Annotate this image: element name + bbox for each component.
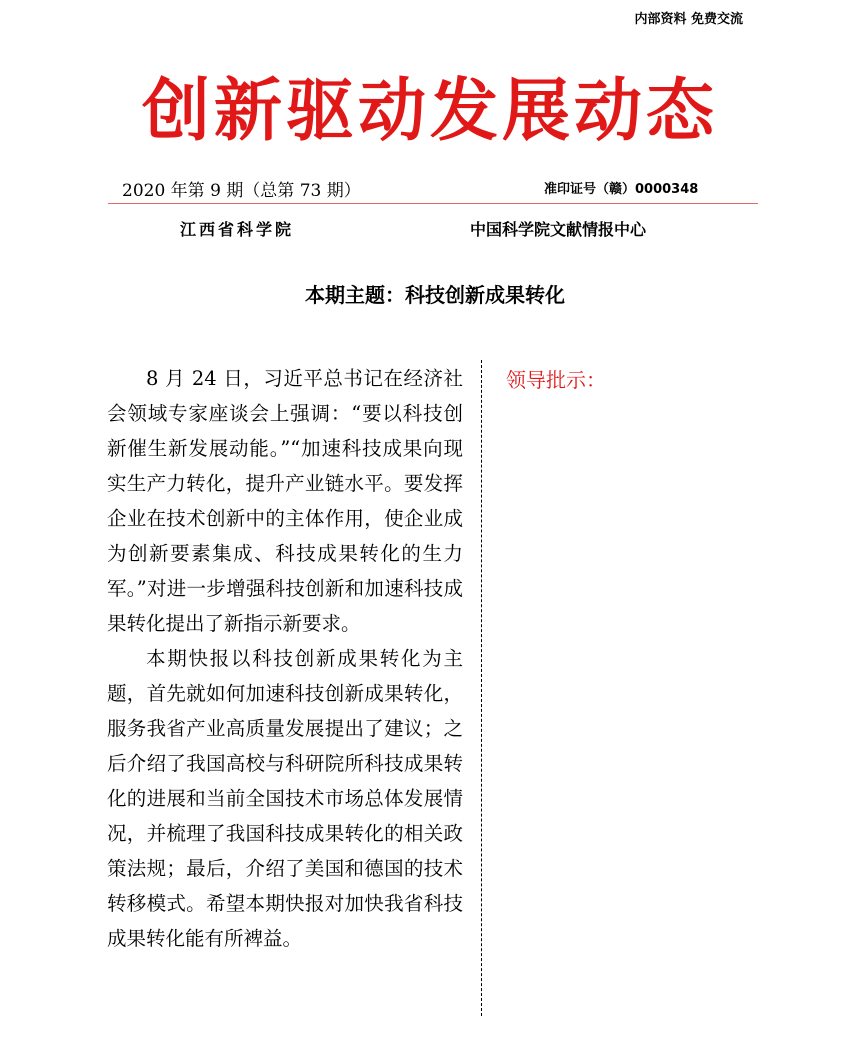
column-divider — [481, 360, 482, 1016]
internal-circulation-note: 内部资料 免费交流 — [634, 12, 743, 27]
body-paragraph-1: 8 月 24 日，习近平总书记在经济社会领域专家座谈会上强调：“要以科技创新催生新发展动能。”“加速科技成果向现实生产力转化，提升产业链水平。要发挥企业在技术创新中的主体作用，使企业成为创新要素集成、科技成果转化的生力军。”对进一步增强科技创新和加速科技成果转化提出了新指示新要求。 — [107, 367, 463, 635]
publisher-jiangxi-academy: 江西省科学院 — [180, 220, 295, 239]
body-paragraph-2: 本期快报以科技创新成果转化为主题，首先就如何加速科技创新成果转化，服务我省产业高质量发展提出了建议；之后介绍了我国高校与科研院所科技成果转化的进展和当前全国技术市场总体发展情况，并梳理了我国科技成果转化的相关政策法规；最后，介绍了美国和德国的技术转移模式。希望本期快报对加快我省科技成果转化能有所裨益。 — [107, 647, 463, 950]
print-permit-number: 准印证号（赣）0000348 — [544, 182, 699, 197]
leader-instructions-label: 领导批示： — [506, 368, 606, 392]
header-divider — [108, 203, 758, 204]
publisher-cas-info-center: 中国科学院文献情报中心 — [470, 220, 647, 239]
masthead-title: 创新驱动发展动态 — [141, 71, 718, 151]
issue-number: 2020 年第 9 期（总第 73 期） — [122, 181, 361, 201]
body-column — [107, 361, 463, 956]
issue-topic: 本期主题：科技创新成果转化 — [305, 283, 565, 307]
